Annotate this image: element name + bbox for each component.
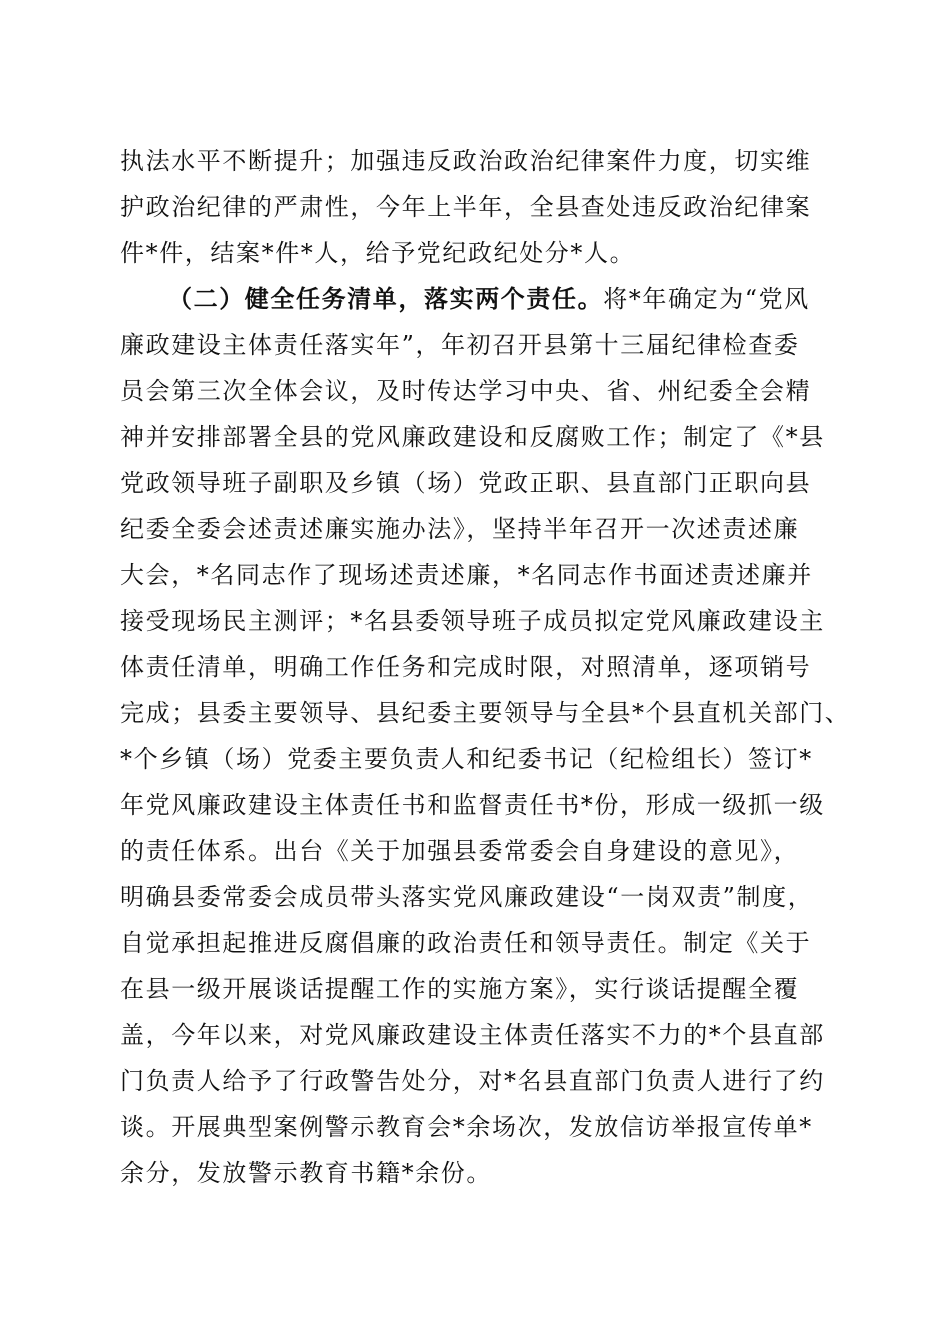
paragraph-2-first-line [120,276,840,322]
text-line: 廉政建设主体责任落实年”，年初召开县第十三届纪律检查委 [120,331,800,359]
text-line: 谈。开展典型案例警示教育会*余场次，发放信访举报宣传单* [120,1113,813,1141]
text-line: *个乡镇（场）党委主要负责人和纪委书记（纪检组长）签订* [120,745,813,773]
text-line: 护政治纪律的严肃性，今年上半年，全县查处违反政治纪律案 [120,193,812,221]
document-body [120,138,851,1196]
text-line: 明确县委常委会成员带头落实党风廉政建设“一岗双责”制度， [120,883,814,911]
text-line: 的责任体系。出台《关于加强县委常委会自身建设的意见》， [120,837,800,865]
text-line: 盖，今年以来，对党风廉政建设主体责任落实不力的*个县直部 [120,1021,825,1049]
text-line: 体责任清单，明确工作任务和完成时限，对照清单，逐项销号 [120,653,812,681]
section-heading: （二）健全任务清单，落实两个责任。 [168,284,604,313]
paragraph-2 [120,276,851,1196]
text-line: 员会第三次全体会议，及时传达学习中央、省、州纪委全会精 [120,377,812,405]
paragraph-1 [120,138,840,276]
text-line: 完成；县委主要领导、县纪委主要领导与全县*个县直机关部门、 [120,699,851,727]
text-line: 年党风廉政建设主体责任书和监督责任书*份，形成一级抓一级 [120,791,825,819]
text-line: 执法水平不断提升；加强违反政治政治纪律案件力度，切实维 [120,147,812,175]
text-line: 神并安排部署全县的党风廉政建设和反腐败工作；制定了《*县 [120,423,825,451]
text-line: 件*件，结案*件*人，给予党纪政纪处分*人。 [120,239,636,267]
text-line: 党政领导班子副职及乡镇（场）党政正职、县直部门正职向县 [120,469,812,497]
text-line: 自觉承担起推进反腐倡廉的政治责任和领导责任。制定《关于 [120,929,812,957]
text-line: 门负责人给予了行政警告处分，对*名县直部门负责人进行了约 [120,1067,825,1095]
text-line: 纪委全委会述责述廉实施办法》，坚持半年召开一次述责述廉 [120,515,800,543]
text-line: 大会，*名同志作了现场述责述廉，*名同志作书面述责述廉并 [120,561,813,589]
text-line: 接受现场民主测评；*名县委领导班子成员拟定党风廉政建设主 [120,607,825,635]
text-run: 将*年确定为“党风 [603,285,810,313]
text-line: 在县一级开展谈话提醒工作的实施方案》，实行谈话提醒全覆 [120,975,800,1003]
text-line: 余分，发放警示教育书籍*余份。 [120,1159,492,1187]
